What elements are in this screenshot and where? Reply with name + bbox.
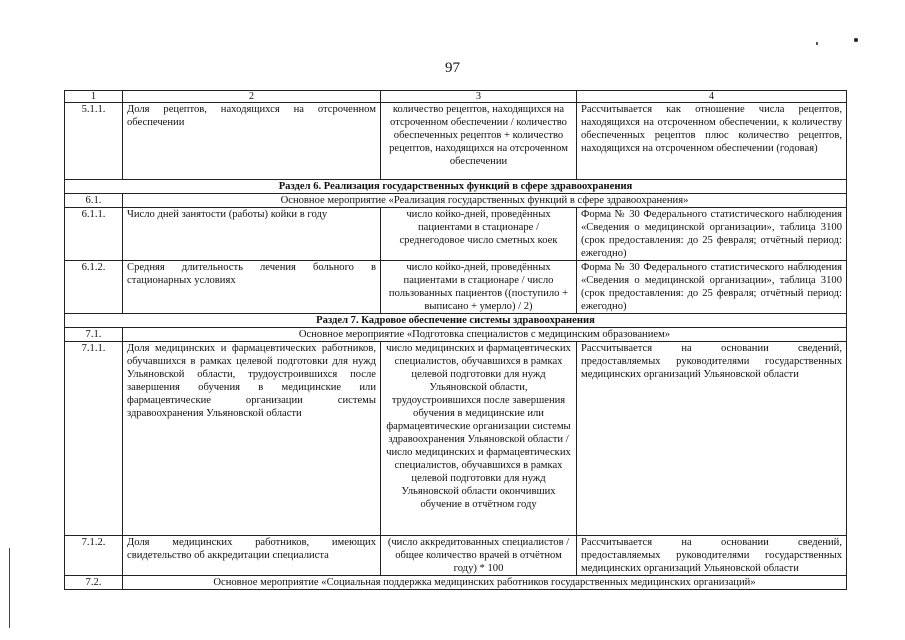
measure-number: 6.1. [65,194,123,208]
indicator-method: Рассчитывается на основании сведений, предоставляемых руководителями государственных медицинских организаций Ульяновской области [577,536,847,576]
page-number: 97 [445,60,460,76]
measure-title: Основное мероприятие «Реализация государственных функций в сфере здравоохранения» [123,194,847,208]
measure-title: Основное мероприятие «Социальная поддержка медицинских работников государственных медицинских организаций» [123,576,847,590]
indicator-name: Доля медицинских работников, имеющих свидетельство об аккредитации специалиста [123,536,381,576]
column-header: 3 [381,91,577,103]
table-row [65,208,847,261]
row-number: 7.1.2. [65,536,123,576]
table-row [65,536,847,576]
indicator-method: Форма № 30 Федерального статистического наблюдения «Сведения о медицинской организации», таблица 3100 (срок предоставления: до 25 февраля; отчётный период: ежегодно) [577,261,847,314]
indicator-formula: (число аккредитованных специалистов / общее количество врачей в отчётном году) * 100 [381,536,577,576]
indicator-name: Доля рецептов, находящихся на отсроченном обеспечении [123,103,381,180]
section-heading-row [65,314,847,328]
measure-number: 7.1. [65,328,123,342]
section-heading: Раздел 7. Кадровое обеспечение системы здравоохранения [65,314,847,328]
table-row [65,261,847,314]
indicator-name: Число дней занятости (работы) койки в году [123,208,381,261]
indicator-formula: количество рецептов, находящихся на отсроченном обеспечении / количество обеспеченных рецептов + количество рецептов, находящихся на отсроченном обеспечении [381,103,577,180]
measure-number: 7.2. [65,576,123,590]
table-header-row [65,91,847,103]
measure-row [65,576,847,590]
table-row [65,103,847,180]
indicator-name: Доля медицинских и фармацевтических работников, обучавшихся в рамках целевой подготовки для нужд Ульяновской области, трудоустроившихся после завершения обучения в медицинские или фармацевтические организации системы здравоохранения Ульяновской области [123,342,381,536]
scan-margin-line [9,548,10,628]
column-header: 1 [65,91,123,103]
indicator-method: Рассчитывается как отношение числа рецептов, находящихся на отсроченном обеспечении, к количеству обеспеченных рецептов плюс количество рецептов, находящихся на отсроченном обеспечении (годовая) [577,103,847,180]
scan-speck [816,42,818,45]
indicator-name: Средняя длительность лечения больного в стационарных условиях [123,261,381,314]
measure-title: Основное мероприятие «Подготовка специалистов с медицинским образованием» [123,328,847,342]
row-number: 7.1.1. [65,342,123,536]
indicator-formula: число медицинских и фармацевтических специалистов, обучавшихся в рамках целевой подготовки для нужд Ульяновской области, трудоустроившихся после завершения обучения в медицинские или фармацевтические организации системы здравоохранения Ульяновской области / число медицинских и фармацевтических специалистов, обучавшихся в рамках целевой подготовки для нужд Ульяновской области окончивших обучение в отчётном году [381,342,577,536]
table-row [65,342,847,536]
row-number: 6.1.2. [65,261,123,314]
indicator-method: Форма № 30 Федерального статистического наблюдения «Сведения о медицинской организации», таблица 3100 (срок предоставления: до 25 февраля; отчётный период: ежегодно) [577,208,847,261]
column-header: 4 [577,91,847,103]
row-number: 5.1.1. [65,103,123,180]
section-heading-row [65,180,847,194]
indicators-table [64,90,847,590]
column-header: 2 [123,91,381,103]
measure-row [65,194,847,208]
indicator-method: Рассчитывается на основании сведений, предоставляемых руководителями государственных медицинских организаций Ульяновской области [577,342,847,536]
indicator-formula: число койко-дней, проведённых пациентами в стационаре / среднегодовое число сметных коек [381,208,577,261]
scan-speck [854,38,858,42]
table-body [65,91,847,590]
measure-row [65,328,847,342]
section-heading: Раздел 6. Реализация государственных функций в сфере здравоохранения [65,180,847,194]
indicator-formula: число койко-дней, проведённых пациентами в стационаре / число пользованных пациентов ((поступило + выписано + умерло) / 2) [381,261,577,314]
row-number: 6.1.1. [65,208,123,261]
